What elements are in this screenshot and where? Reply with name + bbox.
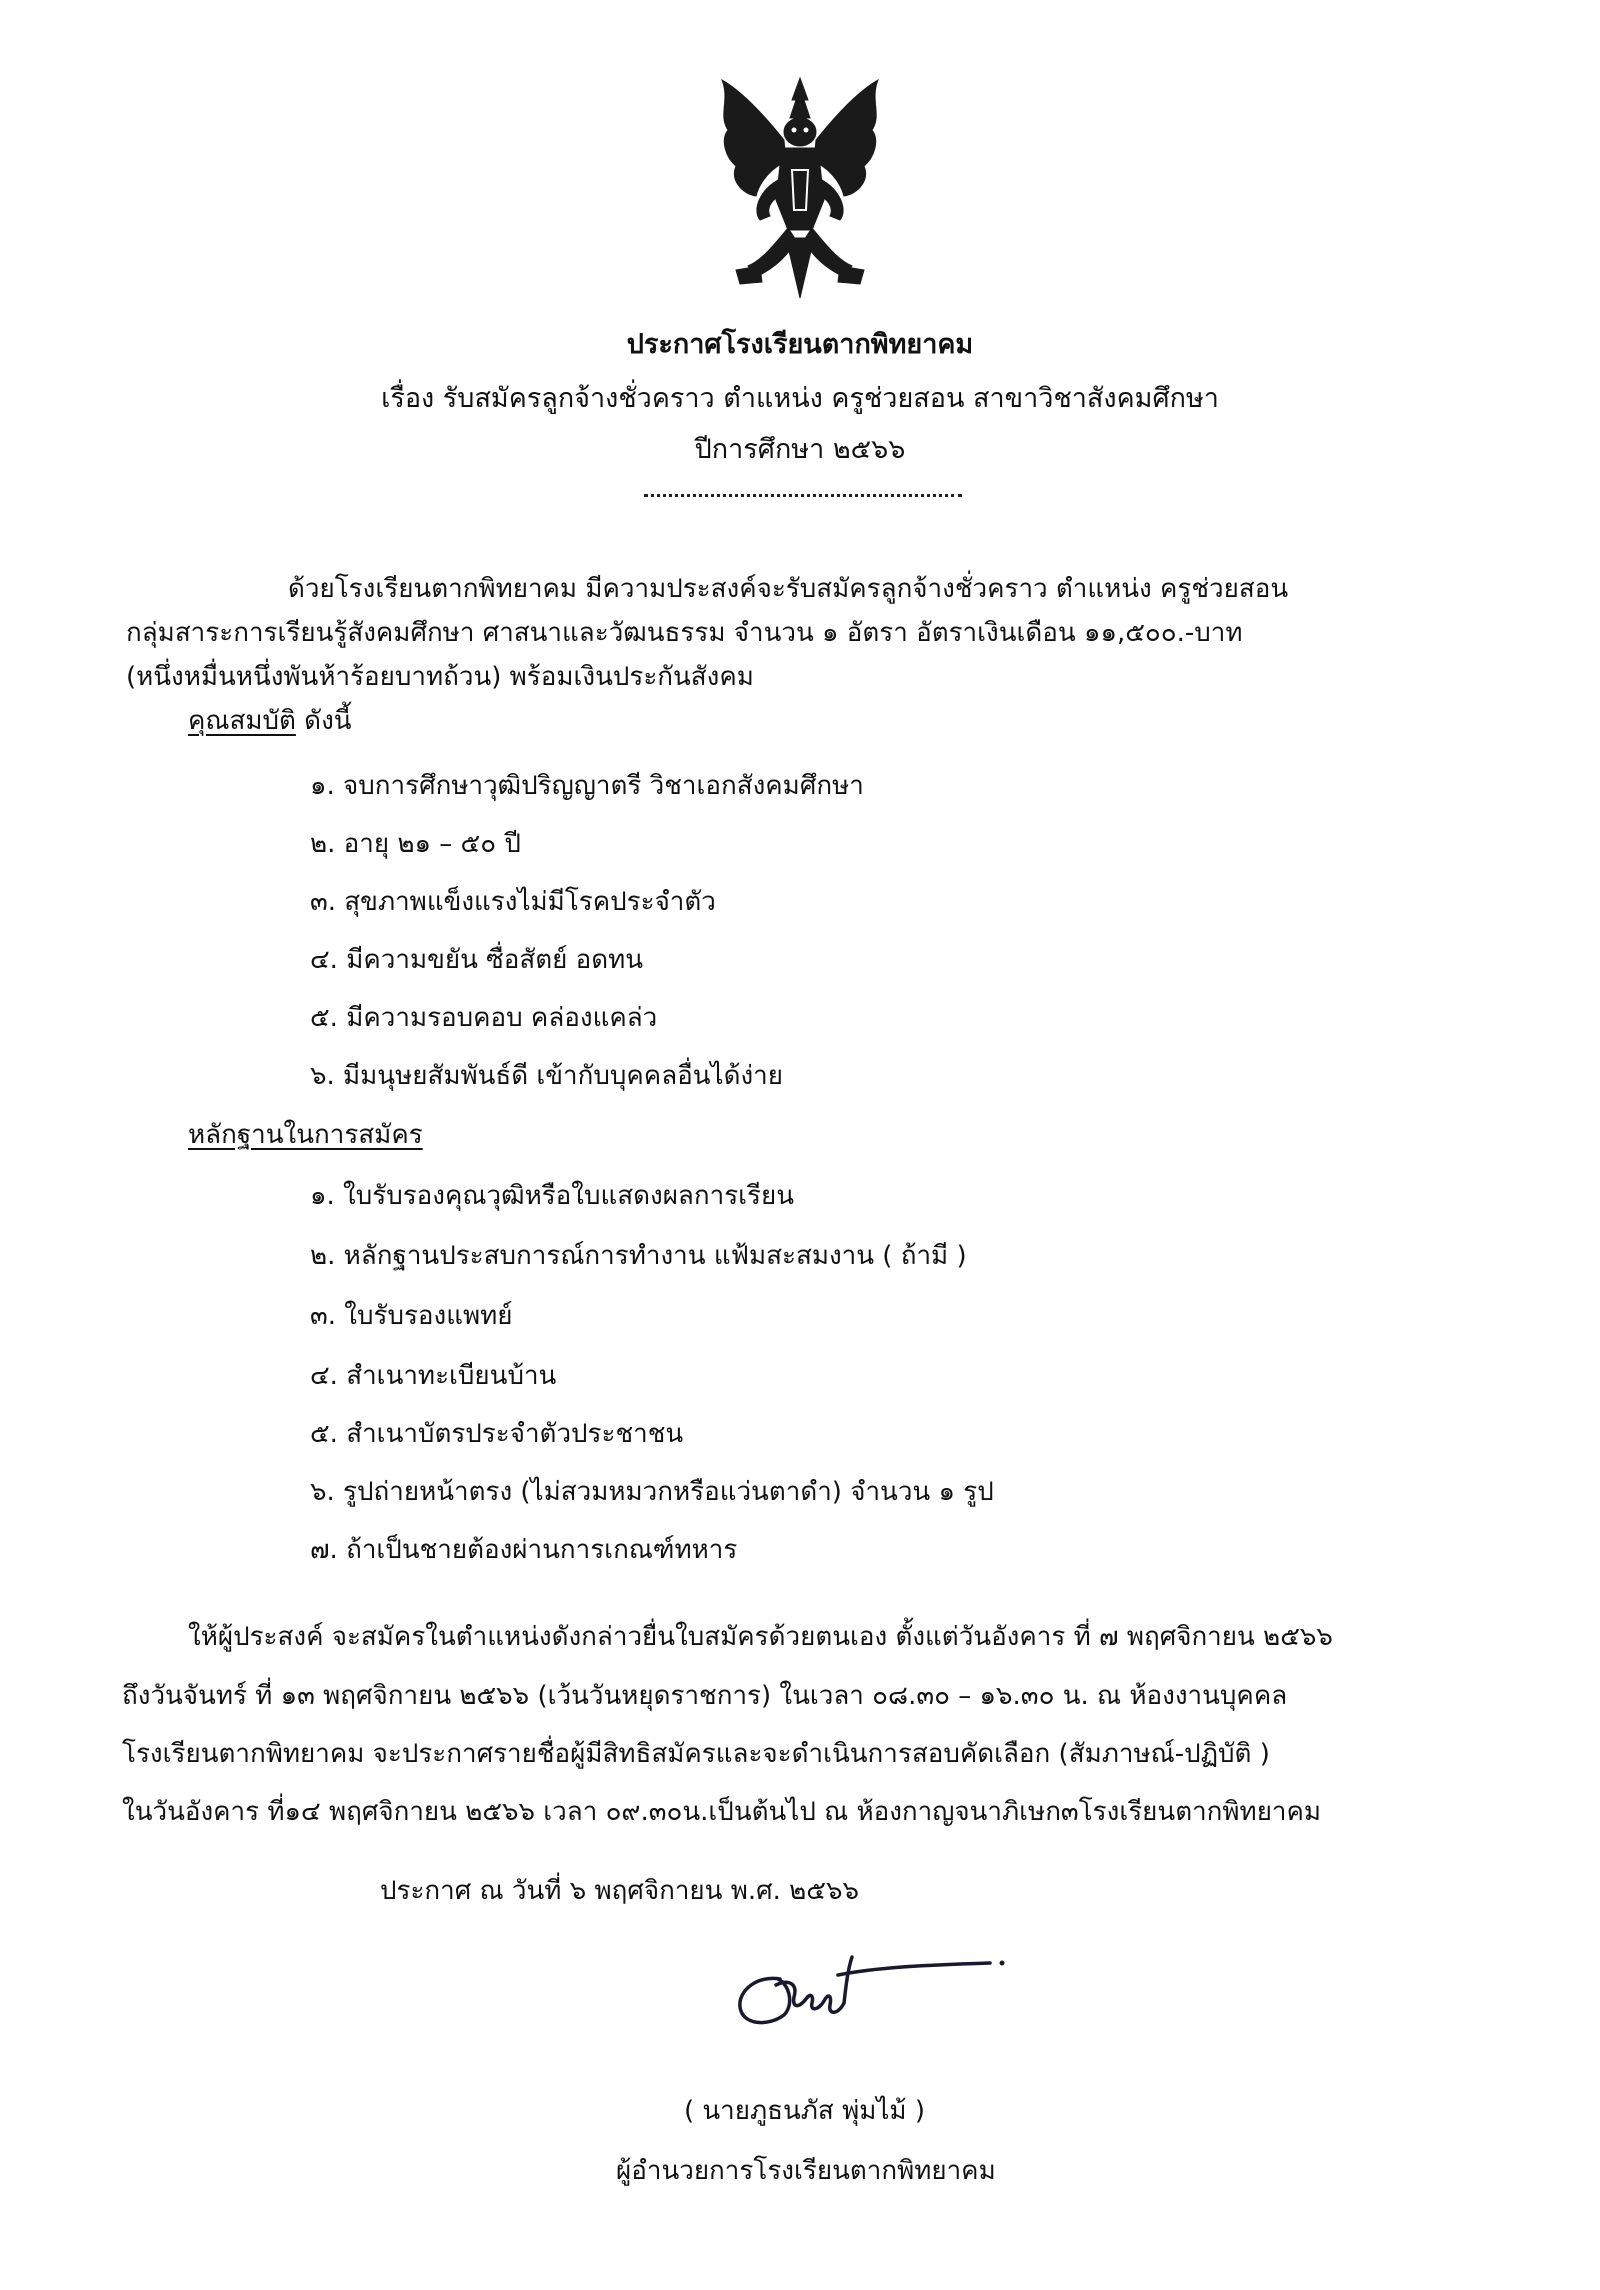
dotted-divider <box>644 494 962 497</box>
document-item: ๑. ใบรับรองคุณวุฒิหรือใบแสดงผลการเรียน <box>310 1181 795 1211</box>
announcement-subject: เรื่อง รับสมัครลูกจ้างชั่วคราว ตำแหน่ง ครูช่วยสอน สาขาวิชาสังคมศึกษา <box>381 383 1219 414</box>
intro-line-3: (หนึ่งหมื่นหนึ่งพันห้าร้อยบาทถ้วน) พร้อมเงินประกันสังคม <box>126 662 754 692</box>
document-item: ๗. ถ้าเป็นชายต้องผ่านการเกณฑ์ทหาร <box>310 1535 738 1565</box>
document-item: ๓. ใบรับรองแพทย์ <box>310 1301 513 1331</box>
qualifications-heading-label: คุณสมบัติ <box>188 706 296 736</box>
qualification-item: ๕. มีความรอบคอบ คล่องแคล่ว <box>310 1003 658 1033</box>
document-item: ๖. รูปถ่ายหน้าตรง (ไม่สวมหมวกหรือแว่นตาดำ) จำนวน ๑ รูป <box>310 1477 994 1507</box>
signature-image <box>728 1945 1010 2035</box>
signer-position: ผู้อำนวยการโรงเรียนตากพิทยาคม <box>616 2156 996 2186</box>
qualification-item: ๒. อายุ ๒๑ – ๕๐ ปี <box>310 829 521 859</box>
application-line-2: ถึงวันจันทร์ ที่ ๑๓ พฤศจิกายน ๒๕๖๖ (เว้นวันหยุดราชการ) ในเวลา ๐๘.๓๐ – ๑๖.๓๐ น. ณ ห้องงานบุคคล <box>122 1681 1288 1711</box>
document-item: ๕. สำเนาบัตรประจำตัวประชาชน <box>310 1419 684 1449</box>
academic-year: ปีการศึกษา ๒๕๖๖ <box>694 434 906 465</box>
signer-name: ( นายภูธนภัส พุ่มไม้ ) <box>684 2096 925 2126</box>
garuda-emblem-icon <box>700 70 900 305</box>
announcement-title: ประกาศโรงเรียนตากพิทยาคม <box>626 329 974 360</box>
document-item: ๒. หลักฐานประสบการณ์การทำงาน แฟ้มสะสมงาน ( ถ้ามี ) <box>310 1241 967 1271</box>
qualification-item: ๑. จบการศึกษาวุฒิปริญญาตรี วิชาเอกสังคมศึกษา <box>310 771 864 801</box>
announcement-date: ประกาศ ณ วันที่ ๖ พฤศจิกายน พ.ศ. ๒๕๖๖ <box>380 1876 859 1906</box>
qualification-item: ๖. มีมนุษยสัมพันธ์ดี เข้ากับบุคคลอื่นได้ง่าย <box>310 1061 784 1091</box>
qualifications-heading <box>188 700 352 741</box>
document-item: ๔. สำเนาทะเบียนบ้าน <box>310 1361 557 1391</box>
application-line-1: ให้ผู้ประสงค์ จะสมัครในตำแหน่งดังกล่าวยื่นใบสมัครด้วยตนเอง ตั้งแต่วันอังคาร ที่ ๗ พฤศจิกายน ๒๕๖๖ <box>188 1622 1333 1652</box>
qualification-item: ๔. มีความขยัน ซื่อสัตย์ อดทน <box>310 945 644 975</box>
application-line-4: ในวันอังคาร ที่๑๔ พฤศจิกายน ๒๕๖๖ เวลา ๐๙.๓๐น.เป็นต้นไป ณ ห้องกาญจนาภิเษก๓โรงเรียนตากพิทยาคม <box>122 1797 1322 1827</box>
application-line-3: โรงเรียนตากพิทยาคม จะประกาศรายชื่อผู้มีสิทธิสมัครและจะดำเนินการสอบคัดเลือก (สัมภาษณ์-ปฏิบัติ ) <box>122 1739 1270 1769</box>
qualifications-heading-suffix: ดังนี้ <box>295 706 352 736</box>
intro-line-2: กลุ่มสาระการเรียนรู้สังคมศึกษา ศาสนาและวัฒนธรรม จำนวน ๑ อัตรา อัตราเงินเดือน ๑๑,๕๐๐.-บาท <box>126 618 1243 648</box>
intro-line-1: ด้วยโรงเรียนตากพิทยาคม มีความประสงค์จะรับสมัครลูกจ้างชั่วคราว ตำแหน่ง ครูช่วยสอน <box>288 574 1289 604</box>
qualification-item: ๓. สุขภาพแข็งแรงไม่มีโรคประจำตัว <box>310 887 716 917</box>
documents-heading: หลักฐานในการสมัคร <box>188 1120 423 1150</box>
